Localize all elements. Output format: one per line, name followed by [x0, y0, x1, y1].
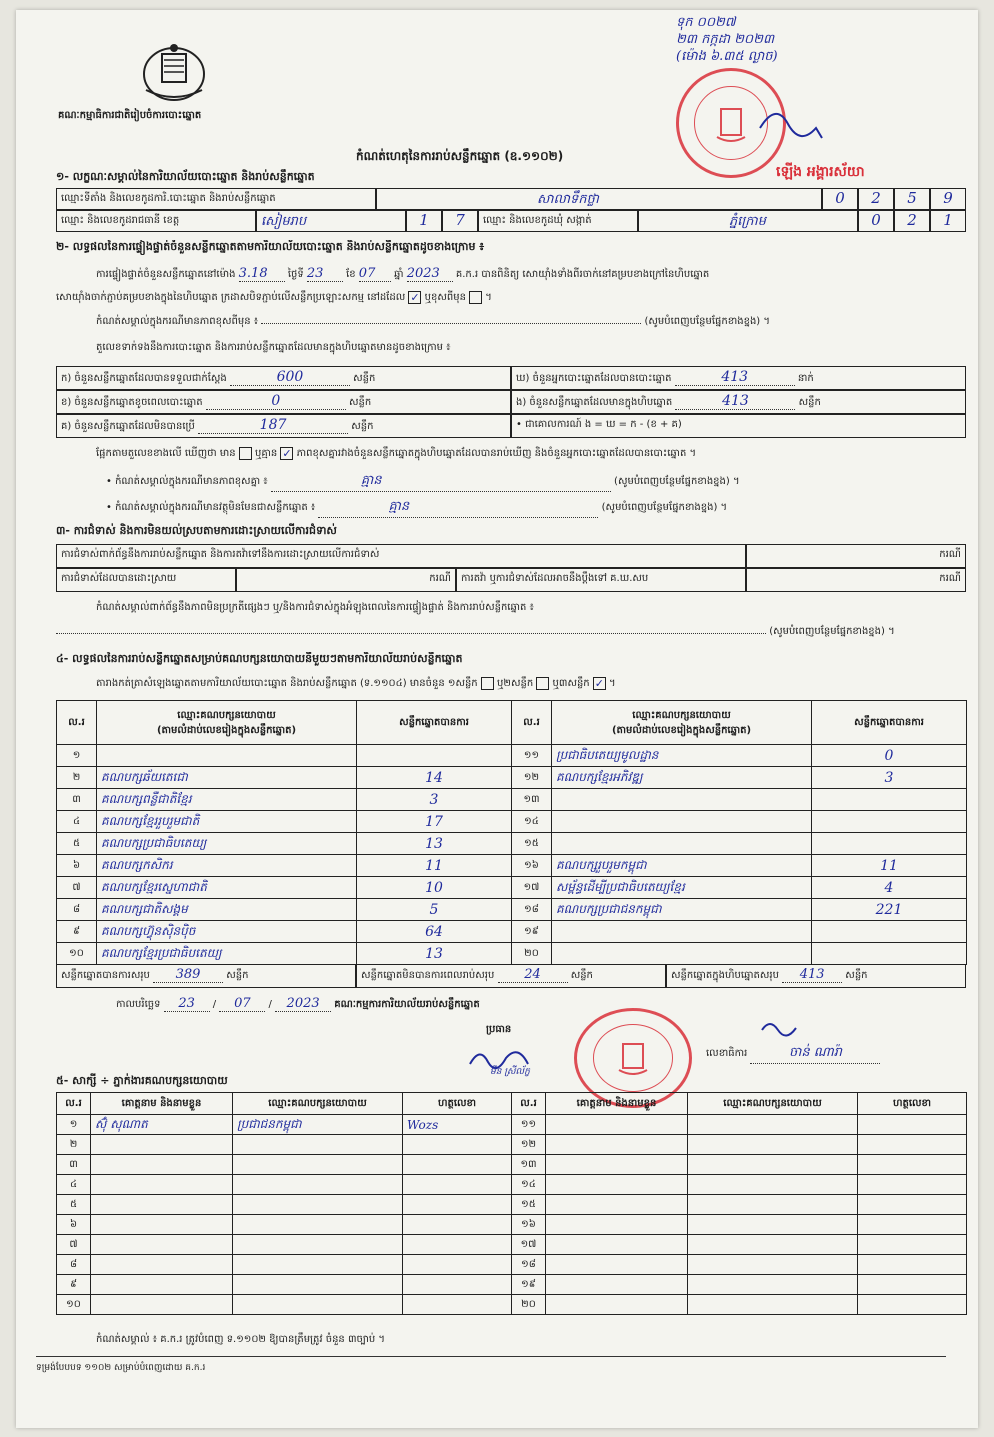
- party-votes: [812, 811, 967, 833]
- figure-row-b: ខ) ចំនួនសន្លឹកឆ្នោតខូចពេលបោះឆ្នោត 0 សន្លឹក: [56, 390, 511, 414]
- no-discrepancy-checkbox[interactable]: ✓: [282, 446, 292, 460]
- row-number: ១៣: [512, 1155, 546, 1175]
- party-votes: 0: [812, 745, 967, 767]
- voters-count: 413: [675, 369, 795, 386]
- province-code-digit: 7: [442, 210, 478, 232]
- table-row: [512, 1215, 967, 1235]
- party-name: គណបក្សពន្លឺជាតិខ្មែរ: [97, 789, 357, 811]
- commune-code-digit: 0: [858, 210, 894, 232]
- party-votes: [812, 921, 967, 943]
- section2-title: ២- លទ្ធផលនៃការផ្ទៀងផ្ទាត់ចំនួនសន្លឹកឆ្នោតតាមការិយាល័យបោះឆ្នោត និងរាប់សន្លឹកឆ្នោតដូចខាងក្រោម ៖: [56, 240, 485, 253]
- row-number: ១: [57, 1115, 91, 1135]
- row-number: ២: [57, 767, 97, 789]
- row-number: ៦: [57, 1215, 91, 1235]
- foreign-object-note: • កំណត់សម្គាល់ក្នុងករណីមានវត្ថុមិនមែនជាសន្លឹកឆ្នោត ៖ គ្មាន (សូមបំពេញបន្ថែមផ្នែកខាងខ្នង) ។: [106, 498, 966, 518]
- agent-signature: [403, 1135, 512, 1155]
- agent-party: [233, 1275, 403, 1295]
- row-number: ១៥: [512, 1195, 546, 1215]
- location-code-digit: 9: [930, 188, 966, 210]
- row-number: ៩: [57, 1275, 91, 1295]
- party-votes-table-left: ល.រ ឈ្មោះគណបក្សនយោបាយ (តាមលំដាប់លេខរៀងក្នុងសន្លឹកឆ្នោត) សន្លឹកឆ្នោតបានការ ១ ២ គណបក្សឆ័យតេជោ 14 ៣ គណបក្សពន្លឺជាតិខ្មែរ 3 ៤ គណបក្សខ្មែររួបរួមជាតិ 17 ៥ គណបក្សប្រជាធិបតេយ្យ 13 ៦ គណបក្សកសិករ 11 ៧ គណបក្សខ្មែរស្នេហាជាតិ 10 ៨ គណបក្សជាតិសង្គម 5 ៩ គណបក្សហ៊្វុនស៊ិនប៉ិច 64 ១០ គណបក្សខ្មែរប្រជាធិបតេយ្យ 13: [56, 700, 512, 965]
- figures-intro: តួលេខទាក់ទងនឹងការបោះឆ្នោត និងការរាប់សន្លឹកឆ្នោតដែលមានក្នុងហិបឆ្នោតមានដូចខាងក្រោម ៖: [96, 342, 451, 353]
- section1-table: [56, 188, 966, 232]
- party-name: ប្រជាធិបតេយ្យមូលដ្ឋាន: [552, 745, 812, 767]
- party-name: [552, 811, 812, 833]
- figure-row-c: គ) ចំនួនសន្លឹកឆ្នោតដែលមិនបានប្រើ 187 សន្លឹក: [56, 414, 511, 438]
- spoiled-ballots: 0: [206, 393, 346, 410]
- party-votes: 221: [812, 899, 967, 921]
- seal-line: សោយ៉ាំងចាក់ភ្ជាប់គម្របខាងក្នុងនៃហិបឆ្នោត ក្រដាសបិទភ្ជាប់លើសន្លឹកប្រឡោះសកម្ម នៅដដែល ✓ ឬខុសពីមុន ។: [56, 290, 492, 304]
- agent-name: [91, 1255, 233, 1275]
- agent-party: [688, 1135, 858, 1155]
- table-row: [512, 1175, 967, 1195]
- row-number: ១០: [57, 943, 97, 965]
- row-number: ១៧: [512, 1235, 546, 1255]
- party-name: គណបក្សហ៊្វុនស៊ិនប៉ិច: [97, 921, 357, 943]
- row-number: ៦: [57, 855, 97, 877]
- agent-name: [546, 1175, 688, 1195]
- party-votes: 3: [357, 789, 512, 811]
- party-name: គណបក្សកសិករ: [97, 855, 357, 877]
- agent-party: [688, 1255, 858, 1275]
- table-row: [57, 1235, 512, 1255]
- table-row: [57, 789, 512, 811]
- party-votes: 10: [357, 877, 512, 899]
- location-value: សាលាទឹកថ្លា: [376, 188, 822, 210]
- agent-signature: [858, 1115, 967, 1135]
- footnote: កំណត់សម្គាល់ ៖ គ.ក.រ ត្រូវបំពេញ ទ.១១០២ ឱ្យបានត្រឹមត្រូវ ចំនួន ៣ច្បាប់ ។: [96, 1334, 385, 1345]
- party-votes: [812, 943, 967, 965]
- irregularity-dots: (សូមបំពេញបន្ថែមផ្នែកខាងខ្នង) ។: [56, 624, 966, 639]
- agent-name: [91, 1215, 233, 1235]
- party-name: គណបក្សប្រជាធិបតេយ្យ: [97, 833, 357, 855]
- agent-party: [233, 1215, 403, 1235]
- total-in-box: 413: [782, 967, 842, 983]
- three-sheet-checkbox[interactable]: ✓: [594, 676, 604, 690]
- table-row: [512, 921, 967, 943]
- table-row: [512, 1115, 967, 1135]
- agent-name: [546, 1115, 688, 1135]
- section5-title: ៥- សាក្សី ÷ ភ្នាក់ងារគណបក្សនយោបាយ: [56, 1074, 228, 1087]
- agent-signature: [403, 1295, 512, 1315]
- totals-row: សន្លឹកឆ្នោតបានការសរុប 389 សន្លឹក សន្លឹកឆ្នោតមិនបានការពេលរាប់សរុប 24 សន្លឹក សន្លឹកឆ្នោតក្នុងហិបឆ្នោតសរុប 413 សន្លឹក: [56, 964, 966, 988]
- table-row: [57, 1255, 512, 1275]
- party-name: [97, 745, 357, 767]
- table-row: [512, 1255, 967, 1275]
- agent-name: [546, 1135, 688, 1155]
- location-label: ឈ្មោះទីតាំង និងលេខកូដការិ.បោះឆ្នោត និងរាប់សន្លឹកឆ្នោត: [56, 188, 376, 210]
- row-number: ៧: [57, 877, 97, 899]
- table-row: [512, 877, 967, 899]
- party-votes: 4: [812, 877, 967, 899]
- total-invalid: 24: [498, 967, 568, 983]
- row-number: ៣: [57, 789, 97, 811]
- discrepancy-line: ផ្អែកតាមតួលេខខាងលើ ឃើញថា មាន ឬគ្មាន ✓ ភាពខុសគ្នារវាងចំនួនសន្លឹកឆ្នោតក្នុងហិបឆ្នោតដែលបានរាប់ឃើញ និងចំនួនអ្នកបោះឆ្នោតដែលបានបោះឆ្នោត ។: [96, 446, 697, 460]
- table-row: [57, 877, 512, 899]
- party-name: [552, 921, 812, 943]
- agent-name: [546, 1275, 688, 1295]
- table-row: [57, 921, 512, 943]
- table-row: [512, 833, 967, 855]
- row-number: ១៦: [512, 855, 552, 877]
- party-votes: 11: [812, 855, 967, 877]
- party-votes: [812, 833, 967, 855]
- province-code-digit: 1: [406, 210, 442, 232]
- agent-signature: [403, 1155, 512, 1175]
- table-row: [57, 1195, 512, 1215]
- org-name: គណៈកម្មាធិការជាតិរៀបចំការបោះឆ្នោត: [58, 110, 202, 121]
- agent-party: [688, 1195, 858, 1215]
- agent-signature: [403, 1195, 512, 1215]
- location-code-digit: 2: [858, 188, 894, 210]
- agent-signature: [403, 1235, 512, 1255]
- agent-signature: [858, 1235, 967, 1255]
- table-row: [512, 811, 967, 833]
- party-votes: 5: [357, 899, 512, 921]
- agents-table-left: ល.រ គោត្តនាម និងនាមខ្លួន ឈ្មោះគណបក្សនយោបាយ ហត្ថលេខា ១ ស៊ុំ សុណាត ប្រជាជនកម្ពុជា Wozs ២ ៣ ៤ ៥ ៦ ៧ ៨ ៩ ១០: [56, 1092, 512, 1315]
- table-row: [57, 1175, 512, 1195]
- table-row: [512, 1135, 967, 1155]
- agent-party: [233, 1155, 403, 1175]
- agent-name: [546, 1255, 688, 1275]
- location-code-digit: 0: [822, 188, 858, 210]
- row-number: ១៨: [512, 1255, 546, 1275]
- has-discrepancy-checkbox[interactable]: [239, 447, 252, 460]
- party-votes-table-right: ល.រ ឈ្មោះគណបក្សនយោបាយ (តាមលំដាប់លេខរៀងក្នុងសន្លឹកឆ្នោត) សន្លឹកឆ្នោតបានការ ១១ ប្រជាធិបតេយ្យមូលដ្ឋាន 0 ១២ គណបក្សខ្មែរអភិវឌ្ឍ 3 ១៣ ១៤ ១៥ ១៦ គណបក្សរួបរួមកម្ពុជា 11 ១៧ សម្ព័ន្ធដើម្បីប្រជាធិបតេយ្យខ្មែរ 4 ១៨ គណបក្សប្រជាជនកម្ពុជា 221 ១៩ ២០: [511, 700, 967, 965]
- verification-line: ការផ្ទៀងផ្ទាត់ចំនួនសន្លឹកឆ្នោតនៅម៉ោង 3.18 ថ្ងៃទី 23 ខែ 07 ឆ្នាំ 2023 គ.ក.រ បានពិនិត្យ សោយ៉ាំងទាំងពីរចាក់នៅគម្របខាងក្រៅនៃហិបឆ្នោត: [96, 266, 710, 281]
- row-number: ២០: [512, 943, 552, 965]
- unused-ballots: 187: [198, 417, 348, 434]
- figure-row-e: ង) ចំនួនសន្លឹកឆ្នោតដែលមានក្នុងហិបឆ្នោត 413 សន្លឹក: [511, 390, 966, 414]
- row-number: ៨: [57, 899, 97, 921]
- table-row: [57, 1275, 512, 1295]
- agent-party: [688, 1295, 858, 1315]
- agent-name: ស៊ុំ សុណាត: [91, 1115, 233, 1135]
- row-number: ៤: [57, 1175, 91, 1195]
- nec-emblem-icon: [134, 40, 214, 106]
- agent-name: [91, 1175, 233, 1195]
- agent-name: [91, 1235, 233, 1255]
- figure-row-d: ឃ) ចំនួនអ្នកបោះឆ្នោតដែលបានបោះឆ្នោត 413 នាក់: [511, 366, 966, 390]
- table-row: [512, 1155, 967, 1175]
- received-ballots: 600: [230, 369, 350, 386]
- signature-top: [756, 98, 826, 148]
- row-number: ១៩: [512, 1275, 546, 1295]
- agent-signature: [858, 1275, 967, 1295]
- table-row: [512, 855, 967, 877]
- table-row: [57, 1155, 512, 1175]
- location-code-digit: 5: [894, 188, 930, 210]
- different-checkbox[interactable]: [469, 291, 482, 304]
- table-row: [512, 943, 967, 965]
- table-row: [512, 789, 967, 811]
- party-name: គណបក្សខ្មែរអភិវឌ្ឍ: [552, 767, 812, 789]
- row-number: ១២: [512, 1135, 546, 1155]
- row-number: ៩: [57, 921, 97, 943]
- party-name: គណបក្សជាតិសង្គម: [97, 899, 357, 921]
- table-row: [512, 1195, 967, 1215]
- irregularity-note: កំណត់សម្គាល់ពាក់ព័ន្ធនឹងភាពមិនប្រក្រតីផ្សេងៗ ឬ/និងការជំទាស់ក្នុងអំឡុងពេលនៃការផ្ទៀងផ្ទាត់ និងការរាប់សន្លឹកឆ្នោត ៖: [96, 602, 534, 613]
- table-row: [512, 767, 967, 789]
- table-row: [57, 899, 512, 921]
- agent-party: [688, 1115, 858, 1135]
- party-name: គណបក្សប្រជាជនកម្ពុជា: [552, 899, 812, 921]
- agent-signature: [403, 1255, 512, 1275]
- commune-code-digit: 1: [930, 210, 966, 232]
- agent-signature: [858, 1255, 967, 1275]
- agent-name: [546, 1195, 688, 1215]
- handwritten-receipt: ទុក ០០២៧ ២៣ កក្កដា ២០២៣ (ម៉ោង ៦.៣៥ ល្ងាច): [676, 15, 778, 64]
- verify-month: 07: [359, 266, 391, 282]
- agent-name: [91, 1275, 233, 1295]
- party-votes: 14: [357, 767, 512, 789]
- row-number: ៣: [57, 1155, 91, 1175]
- agent-party: [688, 1155, 858, 1175]
- agent-party: [233, 1175, 403, 1195]
- row-number: ៧: [57, 1235, 91, 1255]
- table-row: [57, 811, 512, 833]
- table-row: [57, 1135, 512, 1155]
- agent-name: [546, 1295, 688, 1315]
- row-number: ២០: [512, 1295, 546, 1315]
- agent-name: [546, 1155, 688, 1175]
- row-number: ១៧: [512, 877, 552, 899]
- table-row: [57, 855, 512, 877]
- agent-party: [233, 1255, 403, 1275]
- date-line: កាលបរិច្ឆេទ 23 / 07 / 2023 គណៈកម្មការការិយាល័យរាប់សន្លឹកឆ្នោត: [116, 996, 480, 1011]
- row-number: ១៤: [512, 1175, 546, 1195]
- form-sheet: [16, 10, 978, 1428]
- section4-title: ៤- លទ្ធផលនៃការរាប់សន្លឹកឆ្នោតសម្រាប់គណបក្សនយោបាយនីមួយៗតាមការិយាល័យរាប់សន្លឹកឆ្នោត: [56, 652, 463, 665]
- agent-party: [688, 1175, 858, 1195]
- page-title: កំណត់ហេតុនៃការរាប់សន្លឹកឆ្នោត (ឧ.១១០២): [356, 149, 564, 163]
- form-footer: ទម្រង់បែបបទ ១១០២ សម្រាប់បំពេញដោយ គ.ក.រ: [36, 1363, 206, 1373]
- agent-party: [233, 1135, 403, 1155]
- party-votes: [357, 745, 512, 767]
- agent-party: [233, 1235, 403, 1255]
- commune-label: ឈ្មោះ និងលេខកូដឃុំ សង្កាត់: [478, 210, 638, 232]
- agent-signature: [858, 1155, 967, 1175]
- agent-party: [688, 1235, 858, 1255]
- secretary-signature: [760, 1016, 800, 1040]
- party-votes: 3: [812, 767, 967, 789]
- party-votes: 11: [357, 855, 512, 877]
- party-votes: 13: [357, 943, 512, 965]
- agent-name: [91, 1155, 233, 1175]
- party-votes: 64: [357, 921, 512, 943]
- table-row: [512, 1295, 967, 1315]
- agent-party: [688, 1215, 858, 1235]
- agent-name: [546, 1215, 688, 1235]
- province-value: សៀមរាប: [256, 210, 406, 232]
- row-number: ១៩: [512, 921, 552, 943]
- row-number: ១៤: [512, 811, 552, 833]
- footer-divider: [36, 1356, 946, 1357]
- row-number: ១១: [512, 745, 552, 767]
- agent-signature: [858, 1195, 967, 1215]
- party-name: គណបក្សខ្មែរស្នេហាជាតិ: [97, 877, 357, 899]
- table-row: [57, 1215, 512, 1235]
- table-row: [512, 1275, 967, 1295]
- table-row: [57, 1295, 512, 1315]
- section1-title: ១- លក្ខណៈសម្គាល់នៃការិយាល័យបោះឆ្នោត និងរាប់សន្លឹកឆ្នោត: [56, 170, 315, 183]
- agent-party: [233, 1295, 403, 1315]
- ballots-in-box: 413: [675, 393, 795, 410]
- agent-name: [91, 1195, 233, 1215]
- agent-name: [546, 1235, 688, 1255]
- table-row: [57, 767, 512, 789]
- secretary-name: ចាន់ ណារ៉ា: [750, 1044, 880, 1064]
- chair-label: ប្រធាន: [486, 1024, 512, 1035]
- party-votes: 17: [357, 811, 512, 833]
- total-valid: 389: [153, 967, 223, 983]
- commune-code-digit: 2: [894, 210, 930, 232]
- row-number: ១២: [512, 767, 552, 789]
- row-number: ៨: [57, 1255, 91, 1275]
- agent-signature: [403, 1275, 512, 1295]
- same-checkbox[interactable]: ✓: [410, 290, 420, 304]
- section3-title: ៣- ការជំទាស់ និងការមិនយល់ស្របតាមការដោះស្រាយលើការជំទាស់: [56, 524, 337, 537]
- party-name: [552, 943, 812, 965]
- row-number: ១៨: [512, 899, 552, 921]
- row-number: ២: [57, 1135, 91, 1155]
- agent-signature: [858, 1295, 967, 1315]
- agent-party: [688, 1275, 858, 1295]
- party-name: [552, 789, 812, 811]
- row-number: ៥: [57, 1195, 91, 1215]
- table-row: [57, 1115, 512, 1135]
- agent-name: [91, 1295, 233, 1315]
- agent-signature: [403, 1175, 512, 1195]
- commune-value: ភ្នំក្រោម: [638, 210, 858, 232]
- one-sheet-checkbox[interactable]: [481, 677, 494, 690]
- party-name: សម្ព័ន្ធដើម្បីប្រជាធិបតេយ្យខ្មែរ: [552, 877, 812, 899]
- verify-year: 2023: [407, 266, 453, 282]
- agent-signature: Wozs: [403, 1115, 512, 1135]
- secretary-line: លេខាធិការ ចាន់ ណារ៉ា: [706, 1044, 880, 1064]
- row-number: ១៥: [512, 833, 552, 855]
- party-name: គណបក្សខ្មែរប្រជាធិបតេយ្យ: [97, 943, 357, 965]
- verify-time: 3.18: [239, 266, 285, 282]
- tally-sheet-line: តារាងកត់ត្រាសំឡេងឆ្នោតតាមការិយាល័យបោះឆ្នោត និងរាប់សន្លឹកឆ្នោត (ទ.១១០៤) មានចំនួន ១សន្លឹក ឬ២សន្លឹក ឬ៣សន្លឹក ✓ ។: [96, 676, 616, 690]
- party-votes: [812, 789, 967, 811]
- party-name: គណបក្សរួបរួមកម្ពុជា: [552, 855, 812, 877]
- row-number: ៥: [57, 833, 97, 855]
- row-number: ១៣: [512, 789, 552, 811]
- table-row: [512, 899, 967, 921]
- table-row: [512, 1235, 967, 1255]
- agent-party: [233, 1195, 403, 1215]
- agent-party: ប្រជាជនកម្ពុជា: [233, 1115, 403, 1135]
- agent-signature: [858, 1135, 967, 1155]
- agent-name: [91, 1135, 233, 1155]
- table-row: [57, 833, 512, 855]
- row-number: ១: [57, 745, 97, 767]
- figure-row-a: ក) ចំនួនសន្លឹកឆ្នោតដែលបានទទួលជាក់ស្តែង 600 សន្លឹក: [56, 366, 511, 390]
- row-number: ១០: [57, 1295, 91, 1315]
- verify-day: 23: [307, 266, 343, 282]
- two-sheet-checkbox[interactable]: [536, 677, 549, 690]
- objections-table: ការជំទាស់ពាក់ព័ន្ធនឹងការរាប់សន្លឹកឆ្នោត និងការតវ៉ាទៅនឹងការដោះស្រាយលើការជំទាស់ ករណី ការជំទាស់ដែលបានដោះស្រាយ ករណី ការតវ៉ា ឬការជំទាស់ដែលអាចនឹងប្តឹងទៅ គ.ឃ.សប ករណី: [56, 544, 966, 592]
- agent-signature: [403, 1215, 512, 1235]
- agent-signature: [858, 1175, 967, 1195]
- row-number: ១១: [512, 1115, 546, 1135]
- table-row: [512, 745, 967, 767]
- party-name: គណបក្សខ្មែររួបរួមជាតិ: [97, 811, 357, 833]
- party-votes: 13: [357, 833, 512, 855]
- row-number: ១៦: [512, 1215, 546, 1235]
- table-row: [57, 943, 512, 965]
- province-label: ឈ្មោះ និងលេខកូដរាជធានី ខេត្ត: [56, 210, 256, 232]
- table-row: [57, 745, 512, 767]
- agents-table-right: ល.រ គោត្តនាម និងនាមខ្លួន ឈ្មោះគណបក្សនយោបាយ ហត្ថលេខា ១១ ១២ ១៣ ១៤ ១៥ ១៦ ១៧ ១៨ ១៩ ២០: [511, 1092, 967, 1315]
- chair-name: មឹន ស្រីល័ក្ខ: [490, 1067, 530, 1077]
- discrepancy-note: • កំណត់សម្គាល់ក្នុងករណីមានភាពខុសគ្នា ៖ គ្មាន (សូមបំពេញបន្ថែមផ្នែកខាងខ្នង) ។: [106, 472, 966, 492]
- figure-rule: • ជាគោលការណ៍ ង = ឃ = ក - (ខ + គ): [511, 414, 966, 438]
- agent-signature: [858, 1215, 967, 1235]
- signer-name-top: ឡើង អង្គារស័យា: [776, 164, 865, 180]
- party-name: [552, 833, 812, 855]
- row-number: ៤: [57, 811, 97, 833]
- party-name: គណបក្សឆ័យតេជោ: [97, 767, 357, 789]
- difference-note-line: កំណត់សម្គាល់ក្នុងករណីមានភាពខុសពីមុន ៖ (សូមបំពេញបន្ថែមផ្នែកខាងខ្នង) ។: [96, 316, 770, 327]
